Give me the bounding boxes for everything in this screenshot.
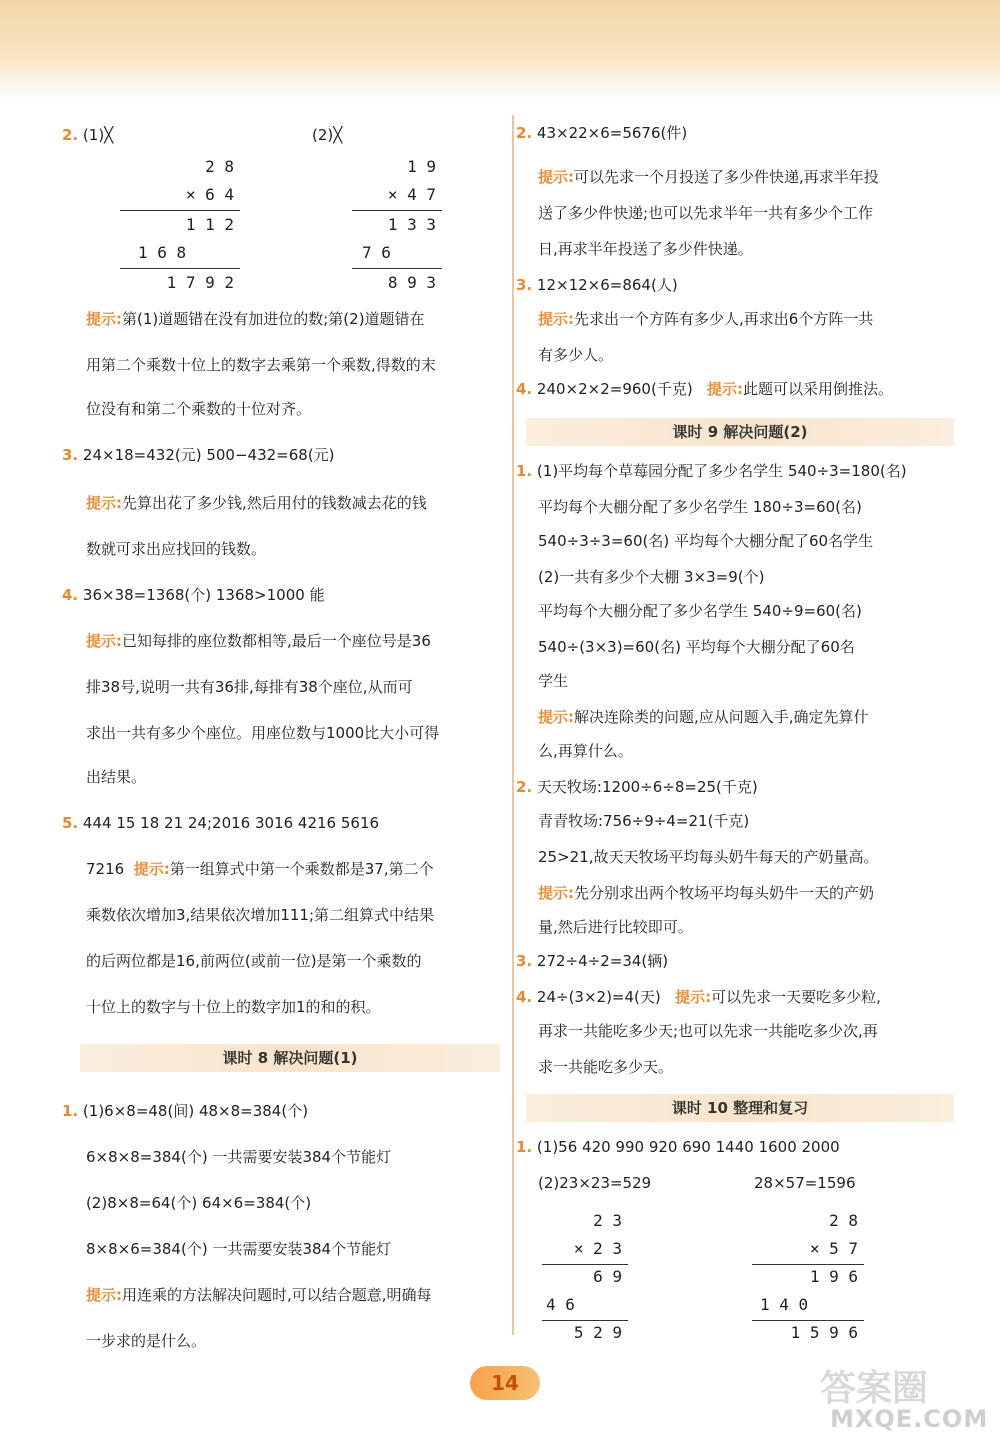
page-number: 14 xyxy=(470,1366,540,1400)
answer-text: (2)8×8=64(个) 64×6=384(个) xyxy=(86,1194,312,1212)
hint-text: 再求一共能吃多少天;也可以先求一共能吃多少次,再 xyxy=(538,1022,878,1040)
calc-row: 1 6 8 xyxy=(138,243,187,262)
hint-text: 用连乘的方法解决问题时,可以结合题意,明确每 xyxy=(122,1286,432,1304)
hint-label: 提示: xyxy=(86,1286,122,1304)
calc-rule xyxy=(352,268,442,269)
hint-label: 提示: xyxy=(538,884,574,902)
calc-row: 1 3 3 xyxy=(387,215,436,234)
question-number: 4. xyxy=(516,380,533,398)
vertical-calc-23x23 xyxy=(542,1210,628,1350)
calc-row: 1 4 0 xyxy=(760,1295,809,1314)
hint-text: 求一共能吃多少天。 xyxy=(538,1058,674,1076)
calc-row: 1 9 6 xyxy=(809,1267,858,1286)
calc-row: × 2 3 xyxy=(573,1239,622,1258)
answer-text: 25>21,故天天牧场平均每头奶牛每天的产奶量高。 xyxy=(538,848,879,866)
hint-text: 此题可以采用倒推法。 xyxy=(743,380,894,398)
calc-row: 2 8 xyxy=(205,157,234,176)
q2-hint-line xyxy=(86,308,425,330)
answer-text: 平均每个大棚分配了多少名学生 540÷9=60(名) xyxy=(538,602,862,620)
l8-hint-line xyxy=(86,1284,432,1306)
l9-q2-hint-line xyxy=(538,882,874,904)
calc-row: 1 1 2 xyxy=(185,215,234,234)
calc-rule xyxy=(752,1264,864,1265)
answer-text: 24×18=432(元) 500−432=68(元) xyxy=(82,446,335,464)
answer-text: 272÷4÷2=34(辆) xyxy=(536,952,669,970)
hint-text: 有多少人。 xyxy=(538,346,614,364)
r-q2-answer xyxy=(516,122,687,144)
answer-text: 学生 xyxy=(538,672,569,690)
vertical-calc-28x57 xyxy=(752,1210,864,1350)
answer-text: 7216 xyxy=(86,860,125,878)
calc-row: 1 5 9 6 xyxy=(790,1323,858,1342)
lesson-9-title: 课时 9 解决问题(2) xyxy=(526,418,954,446)
calc-row: 6 9 xyxy=(593,1267,622,1286)
hint-text: 日,再求半年投送了多少件快递。 xyxy=(538,240,753,258)
vertical-calc-28x64 xyxy=(120,156,240,296)
q4-hint-line xyxy=(86,630,431,652)
calc-row: × 6 4 xyxy=(185,185,234,204)
q2-heading xyxy=(62,124,113,146)
hint-label: 提示: xyxy=(86,494,122,512)
question-number: 1. xyxy=(516,462,533,480)
calc-row: 1 7 9 2 xyxy=(166,273,234,292)
answer-text: 6×8×8=384(个) 一共需要安装384个节能灯 xyxy=(86,1148,392,1166)
hint-text: 位没有和第二个乘数的十位对齐。 xyxy=(86,400,312,418)
q3-hint-line xyxy=(86,492,427,514)
calc-rule xyxy=(542,1264,628,1265)
calc-rule xyxy=(542,1320,628,1321)
question-number: 3. xyxy=(62,446,79,464)
r-q3-hint-line xyxy=(538,308,873,330)
answer-text: 平均每个大棚分配了多少名学生 180÷3=60(名) xyxy=(538,498,862,516)
l9-q1-hint-line xyxy=(538,706,869,728)
lesson-10-title: 课时 10 整理和复习 xyxy=(526,1094,954,1122)
calc-rule xyxy=(352,210,442,211)
hint-text: 解决连除类的问题,应从问题入手,确定先算什 xyxy=(574,708,869,726)
l9-q3-line xyxy=(516,950,668,972)
answer-text: (1)6×8=48(间) 48×8=384(个) xyxy=(82,1102,309,1120)
question-number: 2. xyxy=(516,124,533,142)
column-divider xyxy=(512,115,514,1335)
watermark-logo: 答案圈 xyxy=(820,1368,929,1409)
calc-row: × 4 7 xyxy=(387,185,436,204)
hint-text: 量,然后进行比较即可。 xyxy=(538,918,693,936)
calc-row: 8 9 3 xyxy=(387,273,436,292)
question-number: 2. xyxy=(62,126,79,144)
calc-rule xyxy=(120,210,240,211)
q2-part1-mark: (1)╳ xyxy=(82,126,114,144)
answer-text: 28×57=1596 xyxy=(754,1174,856,1192)
hint-label: 提示: xyxy=(86,310,122,328)
q2-part2-mark: (2)╳ xyxy=(312,126,343,144)
hint-text: 乘数依次增加3,结果依次增加111;第二组算式中结果 xyxy=(86,906,434,924)
hint-text: 先分别求出两个牧场平均每头奶牛一天的产奶 xyxy=(574,884,875,902)
hint-label: 提示: xyxy=(675,988,712,1006)
hint-label: 提示: xyxy=(133,860,170,878)
l9-q4-line xyxy=(516,986,881,1008)
hint-text: 可以先求一天要吃多少粒, xyxy=(711,988,881,1006)
answer-text: (1)平均每个草莓园分配了多少名学生 540÷3=180(名) xyxy=(536,462,907,480)
hint-text: 可以先求一个月投送了多少件快递,再求半年投 xyxy=(574,168,879,186)
question-number: 4. xyxy=(62,586,79,604)
l10-q1-line xyxy=(516,1136,840,1158)
calc-rule xyxy=(120,268,240,269)
q5-hint-line xyxy=(86,858,434,880)
answer-text: 天天牧场:1200÷6÷8=25(千克) xyxy=(536,778,758,796)
decorative-header-band xyxy=(0,0,1000,100)
hint-text: 送了多少件快递;也可以先求半年一共有多少个工作 xyxy=(538,204,874,222)
question-number: 2. xyxy=(516,778,533,796)
hint-text: 第(1)道题错在没有加进位的数;第(2)道题错在 xyxy=(122,310,425,328)
hint-text: 出结果。 xyxy=(86,768,147,786)
vertical-calc-19x47 xyxy=(352,156,442,296)
l8-q1-line xyxy=(62,1100,308,1122)
answer-text: (2)23×23=529 xyxy=(538,1174,652,1192)
answer-text: 540÷(3×3)=60(名) 平均每个大棚分配了60名 xyxy=(538,638,855,656)
answer-text: (2)一共有多少个大棚 3×3=9(个) xyxy=(538,568,765,586)
answer-text: 43×22×6=5676(件) xyxy=(536,124,688,142)
hint-label: 提示: xyxy=(538,168,574,186)
hint-text: 第一组算式中第一个乘数都是37,第二个 xyxy=(169,860,434,878)
hint-text: 数就可求出应找回的钱数。 xyxy=(86,540,267,558)
r-q2-hint-line xyxy=(538,166,879,188)
calc-row: × 5 7 xyxy=(809,1239,858,1258)
hint-text: 的后两位都是16,前两位(或前一位)是第一个乘数的 xyxy=(86,952,422,970)
q4-answer xyxy=(62,584,325,606)
answer-text: 36×38=1368(个) 1368>1000 能 xyxy=(82,586,325,604)
hint-label: 提示: xyxy=(538,310,574,328)
calc-row: 7 6 xyxy=(362,243,391,262)
hint-text: 先求出一个方阵有多少人,再求出6个方阵一共 xyxy=(574,310,874,328)
calc-rule xyxy=(752,1320,864,1321)
question-number: 3. xyxy=(516,952,533,970)
question-number: 1. xyxy=(516,1138,533,1156)
hint-text: 十位上的数字与十位上的数字加1的和的积。 xyxy=(86,998,381,1016)
answer-text: 24÷(3×2)=4(天) xyxy=(536,988,661,1006)
lesson-8-title: 课时 8 解决问题(1) xyxy=(80,1044,500,1072)
l9-q2-line xyxy=(516,776,758,798)
calc-row: 5 2 9 xyxy=(573,1323,622,1342)
hint-text: 排38号,说明一共有36排,每排有38个座位,从而可 xyxy=(86,678,413,696)
hint-label: 提示: xyxy=(538,708,574,726)
hint-text: 求出一共有多少个座位。用座位数与1000比大小可得 xyxy=(86,724,440,742)
q3-answer xyxy=(62,444,335,466)
hint-text: 一步求的是什么。 xyxy=(86,1332,207,1350)
l9-q1-line xyxy=(516,460,907,482)
calc-row: 4 6 xyxy=(546,1295,575,1314)
watermark-url: MXQE.COM xyxy=(830,1405,989,1433)
hint-text: 么,再算什么。 xyxy=(538,742,633,760)
question-number: 1. xyxy=(62,1102,79,1120)
answer-text: 540÷3÷3=60(名) 平均每个大棚分配了60名学生 xyxy=(538,532,874,550)
hint-text: 已知每排的座位数都相等,最后一个座位号是36 xyxy=(122,632,431,650)
answer-text: 12×12×6=864(人) xyxy=(536,276,678,294)
answer-text: 8×8×6=384(个) 一共需要安装384个节能灯 xyxy=(86,1240,392,1258)
question-number: 5. xyxy=(62,814,79,832)
hint-text: 先算出花了多少钱,然后用付的钱数减去花的钱 xyxy=(122,494,427,512)
question-number: 3. xyxy=(516,276,533,294)
q5-answer xyxy=(62,812,379,834)
hint-label: 提示: xyxy=(707,380,743,398)
answer-text: 444 15 18 21 24;2016 3016 4216 5616 xyxy=(82,814,380,832)
r-q4-answer xyxy=(516,378,893,400)
calc-row: 1 9 xyxy=(407,157,436,176)
answer-text: 青青牧场:756÷9÷4=21(千克) xyxy=(538,812,750,830)
answer-text: 240×2×2=960(千克) xyxy=(536,380,693,398)
calc-row: 2 3 xyxy=(593,1211,622,1230)
question-number: 4. xyxy=(516,988,533,1006)
answer-text: (1)56 420 990 920 690 1440 1600 2000 xyxy=(536,1138,840,1156)
hint-label: 提示: xyxy=(86,632,122,650)
hint-text: 用第二个乘数十位上的数字去乘第一个乘数,得数的末 xyxy=(86,356,436,374)
r-q3-answer xyxy=(516,274,678,296)
calc-row: 2 8 xyxy=(829,1211,858,1230)
